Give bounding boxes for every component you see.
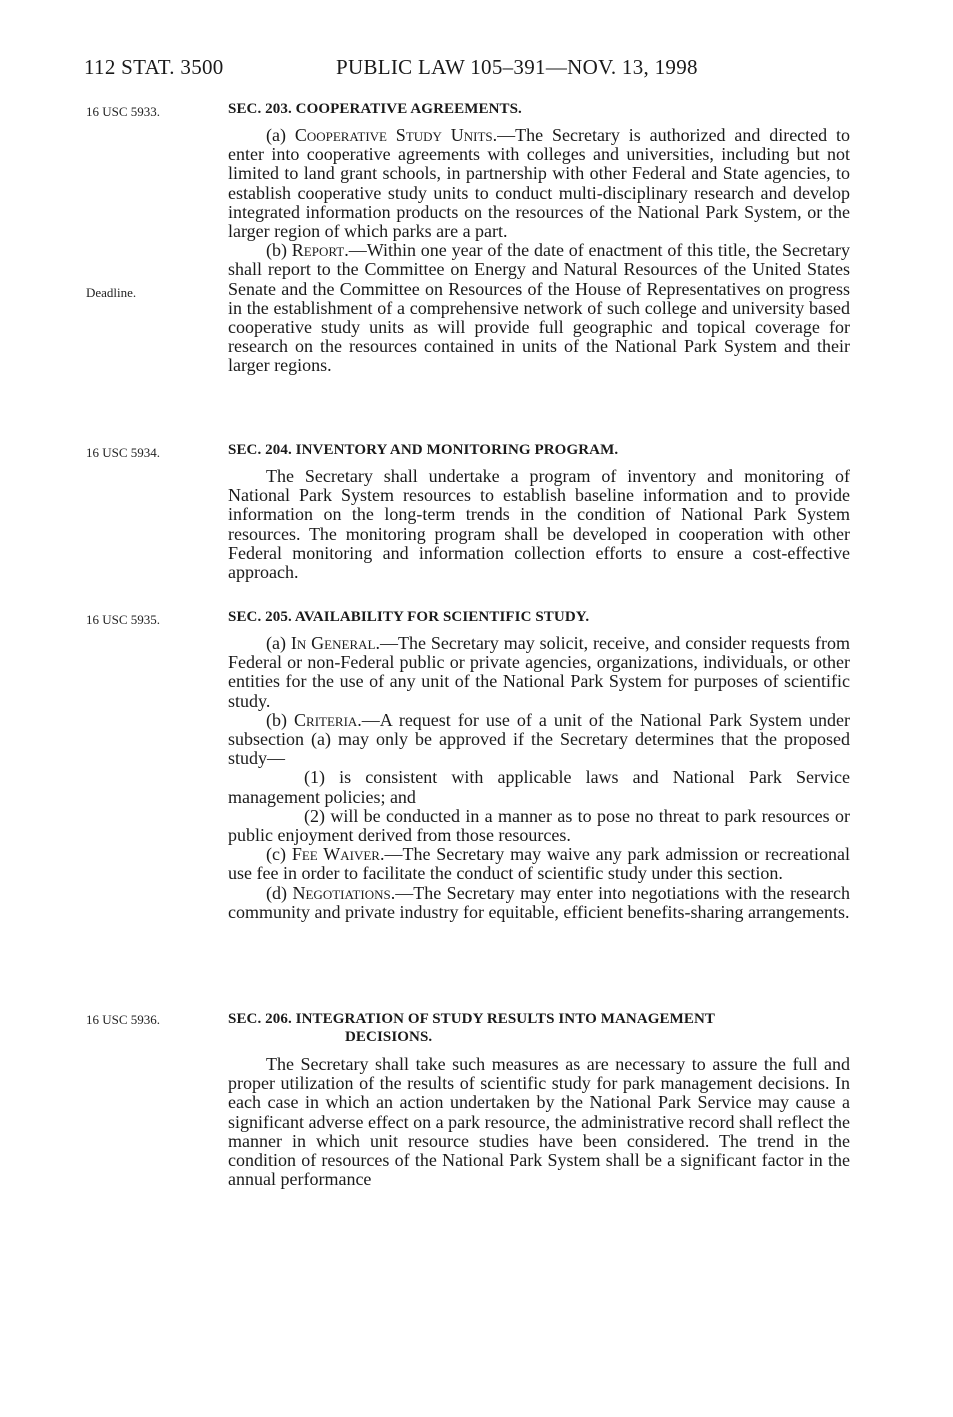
- caption: Fee Waiver.: [291, 844, 385, 865]
- caption: Criteria.: [294, 709, 362, 730]
- section-heading: SEC. 204. INVENTORY AND MONITORING PROGRAM.: [228, 442, 619, 458]
- public-law-title: PUBLIC LAW 105–391—NOV. 13, 1998: [336, 55, 698, 79]
- section-heading: SEC. 205. AVAILABILITY FOR SCIENTIFIC STUDY.: [228, 609, 590, 625]
- section-205: [228, 609, 850, 922]
- margin-note-usc-5933: 16 USC 5933.: [86, 104, 161, 119]
- section-heading-line-2: DECISIONS.: [345, 1029, 433, 1045]
- margin-note-usc-5934: 16 USC 5934.: [86, 445, 161, 460]
- page-stat-citation: 112 STAT. 3500: [84, 55, 224, 79]
- section-heading: SEC. 203. COOPERATIVE AGREEMENTS.: [228, 101, 522, 117]
- paragraph-205-d: (d) Negotiations.—The Secretary may enter into negotiations with the research community and private industry for equitable, efficient benefits-sharing arrangements.: [228, 882, 850, 922]
- section-206: [228, 1010, 850, 1189]
- caption: Report.: [291, 240, 349, 261]
- caption: Negotiations.: [292, 882, 396, 903]
- paragraph-205-b: (b) Criteria.—A request for use of a unit of the National Park System under subsection (a) may only be approved if the Secretary determines that the proposed study—: [228, 709, 850, 769]
- caption: Cooperative Study Units.: [294, 125, 498, 145]
- paragraph-204: The Secretary shall undertake a program of inventory and monitoring of National Park System resources to establish baseline information and to provide information on the long-term trends in the condition of National Park System resources. The monitoring program shall be developed in cooperation with other Federal monitoring and information collection efforts to ensure a cost-effective approach.: [228, 466, 850, 583]
- paragraph-205-c: (c) Fee Waiver.—The Secretary may waive any park admission or recreational use fee in order to facilitate the conduct of scientific study under this section.: [228, 844, 850, 884]
- paragraph-205-b-1: (1) is consistent with applicable laws and National Park Service management policies; and: [228, 767, 850, 807]
- paragraph-205-a: (a) In General.—The Secretary may solicit, receive, and consider requests from Federal or non-Federal public or private agencies, organizations, individuals, or other entities for the use of any unit of the National Park System for purposes of scientific study.: [228, 633, 851, 711]
- section-heading: [228, 1010, 850, 1046]
- caption: In General.: [290, 633, 380, 653]
- paragraph-203-b: (b) Report.—Within one year of the date of enactment of this title, the Secretary shall report to the Committee on Energy and Natural Resources of the United States Senate and the Committee on Resources of the House of Representatives on progress in the establishment of a comprehensive network of such college and university based cooperative study units as will provide full geographic and topical coverage for research on the resources contained in units of the National Park System and their larger regions.: [228, 240, 850, 376]
- paragraph-206: The Secretary shall take such measures as are necessary to assure the full and proper utilization of the results of scientific study for park management decisions. In each case in which an action undertaken by the National Park Service may cause a significant adverse effect on a park resource, the administrative record shall reflect the manner in which unit resource studies have been considered. The trend in the condition of resources of the National Park System shall be a significant factor in the annual performance: [228, 1054, 850, 1190]
- section-heading-line-1: SEC. 206. INTEGRATION OF STUDY RESULTS INTO MANAGEMENT: [228, 1011, 716, 1027]
- margin-note-deadline: Deadline.: [86, 285, 137, 300]
- section-203: [228, 101, 850, 376]
- paragraph-205-b-2: (2) will be conducted in a manner as to pose no threat to park resources or public enjoyment derived from those resources.: [228, 805, 850, 846]
- margin-note-usc-5936: 16 USC 5936.: [86, 1012, 161, 1027]
- margin-note-usc-5935: 16 USC 5935.: [86, 612, 161, 627]
- section-204: [228, 442, 850, 582]
- paragraph-203-a: (a) Cooperative Study Units.—The Secretary is authorized and directed to enter into cooperative agreements with colleges and universities, including but not limited to land grant schools, in partnership with other Federal and State agencies, to establish cooperative study units to conduct multi-disciplinary research and develop integrated information products on the resources of the National Park System, or the larger region of which parks are a part.: [228, 125, 850, 242]
